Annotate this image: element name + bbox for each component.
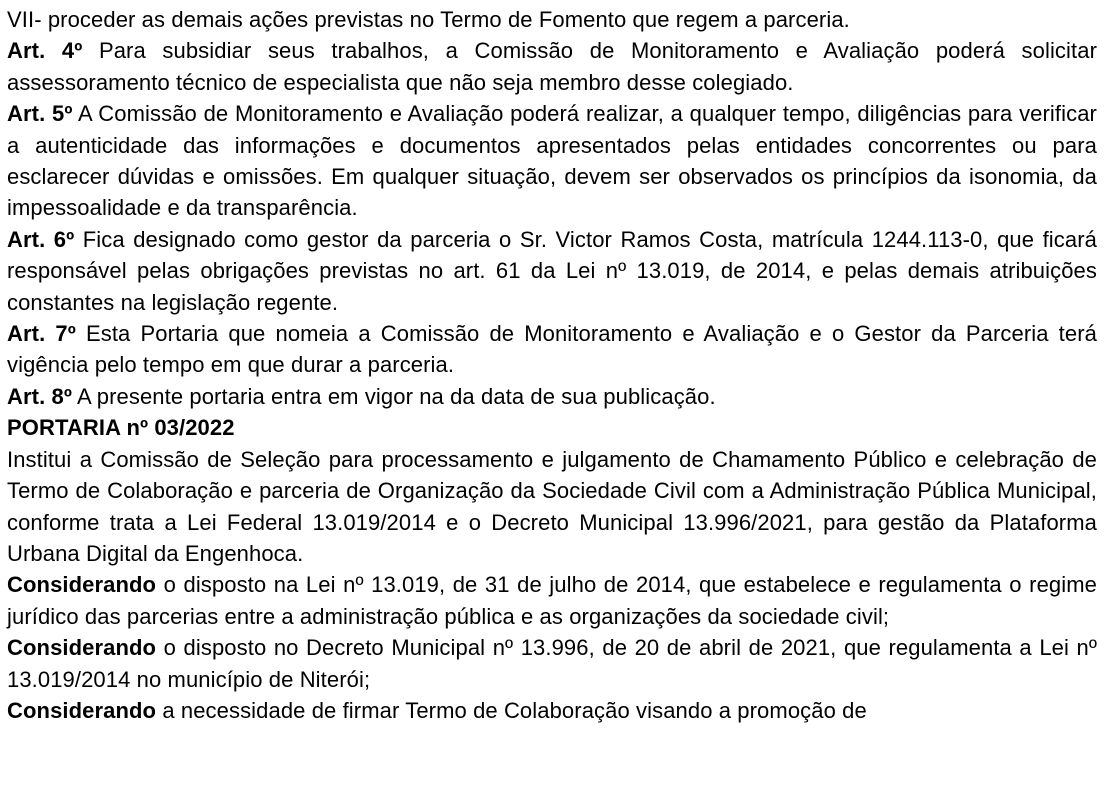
article-8-label: Art. 8º bbox=[7, 383, 72, 409]
article-4-text: Para subsidiar seus trabalhos, a Comissão de Monitoramento e Avaliação poderá solicitar assessoramento técnico de especialista que não seja membro desse colegiado. bbox=[7, 38, 1097, 95]
considerando-3-text: a necessidade de firmar Termo de Colaboração visando a promoção de bbox=[156, 697, 867, 723]
article-6-text: Fica designado como gestor da parceria o Sr. Victor Ramos Costa, matrícula 1244.113-0, que ficará responsável pelas obrigações previstas no art. 61 da Lei nº 13.019, de 2014, e pelas demais atribuições constantes na legislação regente. bbox=[7, 226, 1097, 315]
paragraph-item-vii: VII- proceder as demais ações previstas no Termo de Fomento que regem a parceria. bbox=[7, 7, 850, 32]
article-4-label: Art. 4º bbox=[7, 38, 83, 64]
considerando-2-label: Considerando bbox=[7, 635, 157, 661]
article-4 bbox=[7, 35, 1097, 98]
considerando-3 bbox=[7, 695, 1097, 726]
considerando-2-text: o disposto no Decreto Municipal nº 13.996, de 20 de abril de 2021, que regulamenta a Lei nº 13.019/2014 no município de Niterói; bbox=[7, 635, 1097, 692]
portaria-ementa: Institui a Comissão de Seleção para processamento e julgamento de Chamamento Público e celebração de Termo de Colaboração e parceria de Organização da Sociedade Civil com a Administração Pública Municipal, conforme trata a Lei Federal 13.019/2014 e o Decreto Municipal 13.996/2021, para gestão da Plataforma Urbana Digital da Engenhoca. bbox=[7, 446, 1097, 566]
considerando-2 bbox=[7, 632, 1097, 695]
considerando-1-label: Considerando bbox=[7, 572, 157, 598]
article-7-label: Art. 7º bbox=[7, 321, 76, 347]
considerando-1-text: o disposto na Lei nº 13.019, de 31 de julho de 2014, que estabelece e regulamenta o regime jurídico das parcerias entre a administração pública e as organizações da sociedade civil; bbox=[7, 572, 1097, 629]
article-7 bbox=[7, 318, 1097, 381]
considerando-3-label: Considerando bbox=[7, 697, 157, 723]
article-7-text: Esta Portaria que nomeia a Comissão de Monitoramento e Avaliação e o Gestor da Parceria terá vigência pelo tempo em que durar a parceria. bbox=[7, 321, 1097, 378]
article-8-text: A presente portaria entra em vigor na da data de sua publicação. bbox=[71, 383, 716, 409]
article-6 bbox=[7, 224, 1097, 318]
article-5-label: Art. 5º bbox=[7, 101, 73, 127]
considerando-1 bbox=[7, 569, 1097, 632]
portaria-title: PORTARIA nº 03/2022 bbox=[7, 415, 235, 441]
article-8 bbox=[7, 381, 1097, 412]
article-6-label: Art. 6º bbox=[7, 226, 75, 252]
article-5-text: A Comissão de Monitoramento e Avaliação poderá realizar, a qualquer tempo, diligências para verificar a autenticidade das informações e documentos apresentados pelas entidades concorrentes ou para esclarecer dúvidas e omissões. Em qualquer situação, devem ser observados os princípios da isonomia, da impessoalidade e da transparência. bbox=[7, 101, 1097, 221]
article-5 bbox=[7, 98, 1097, 224]
